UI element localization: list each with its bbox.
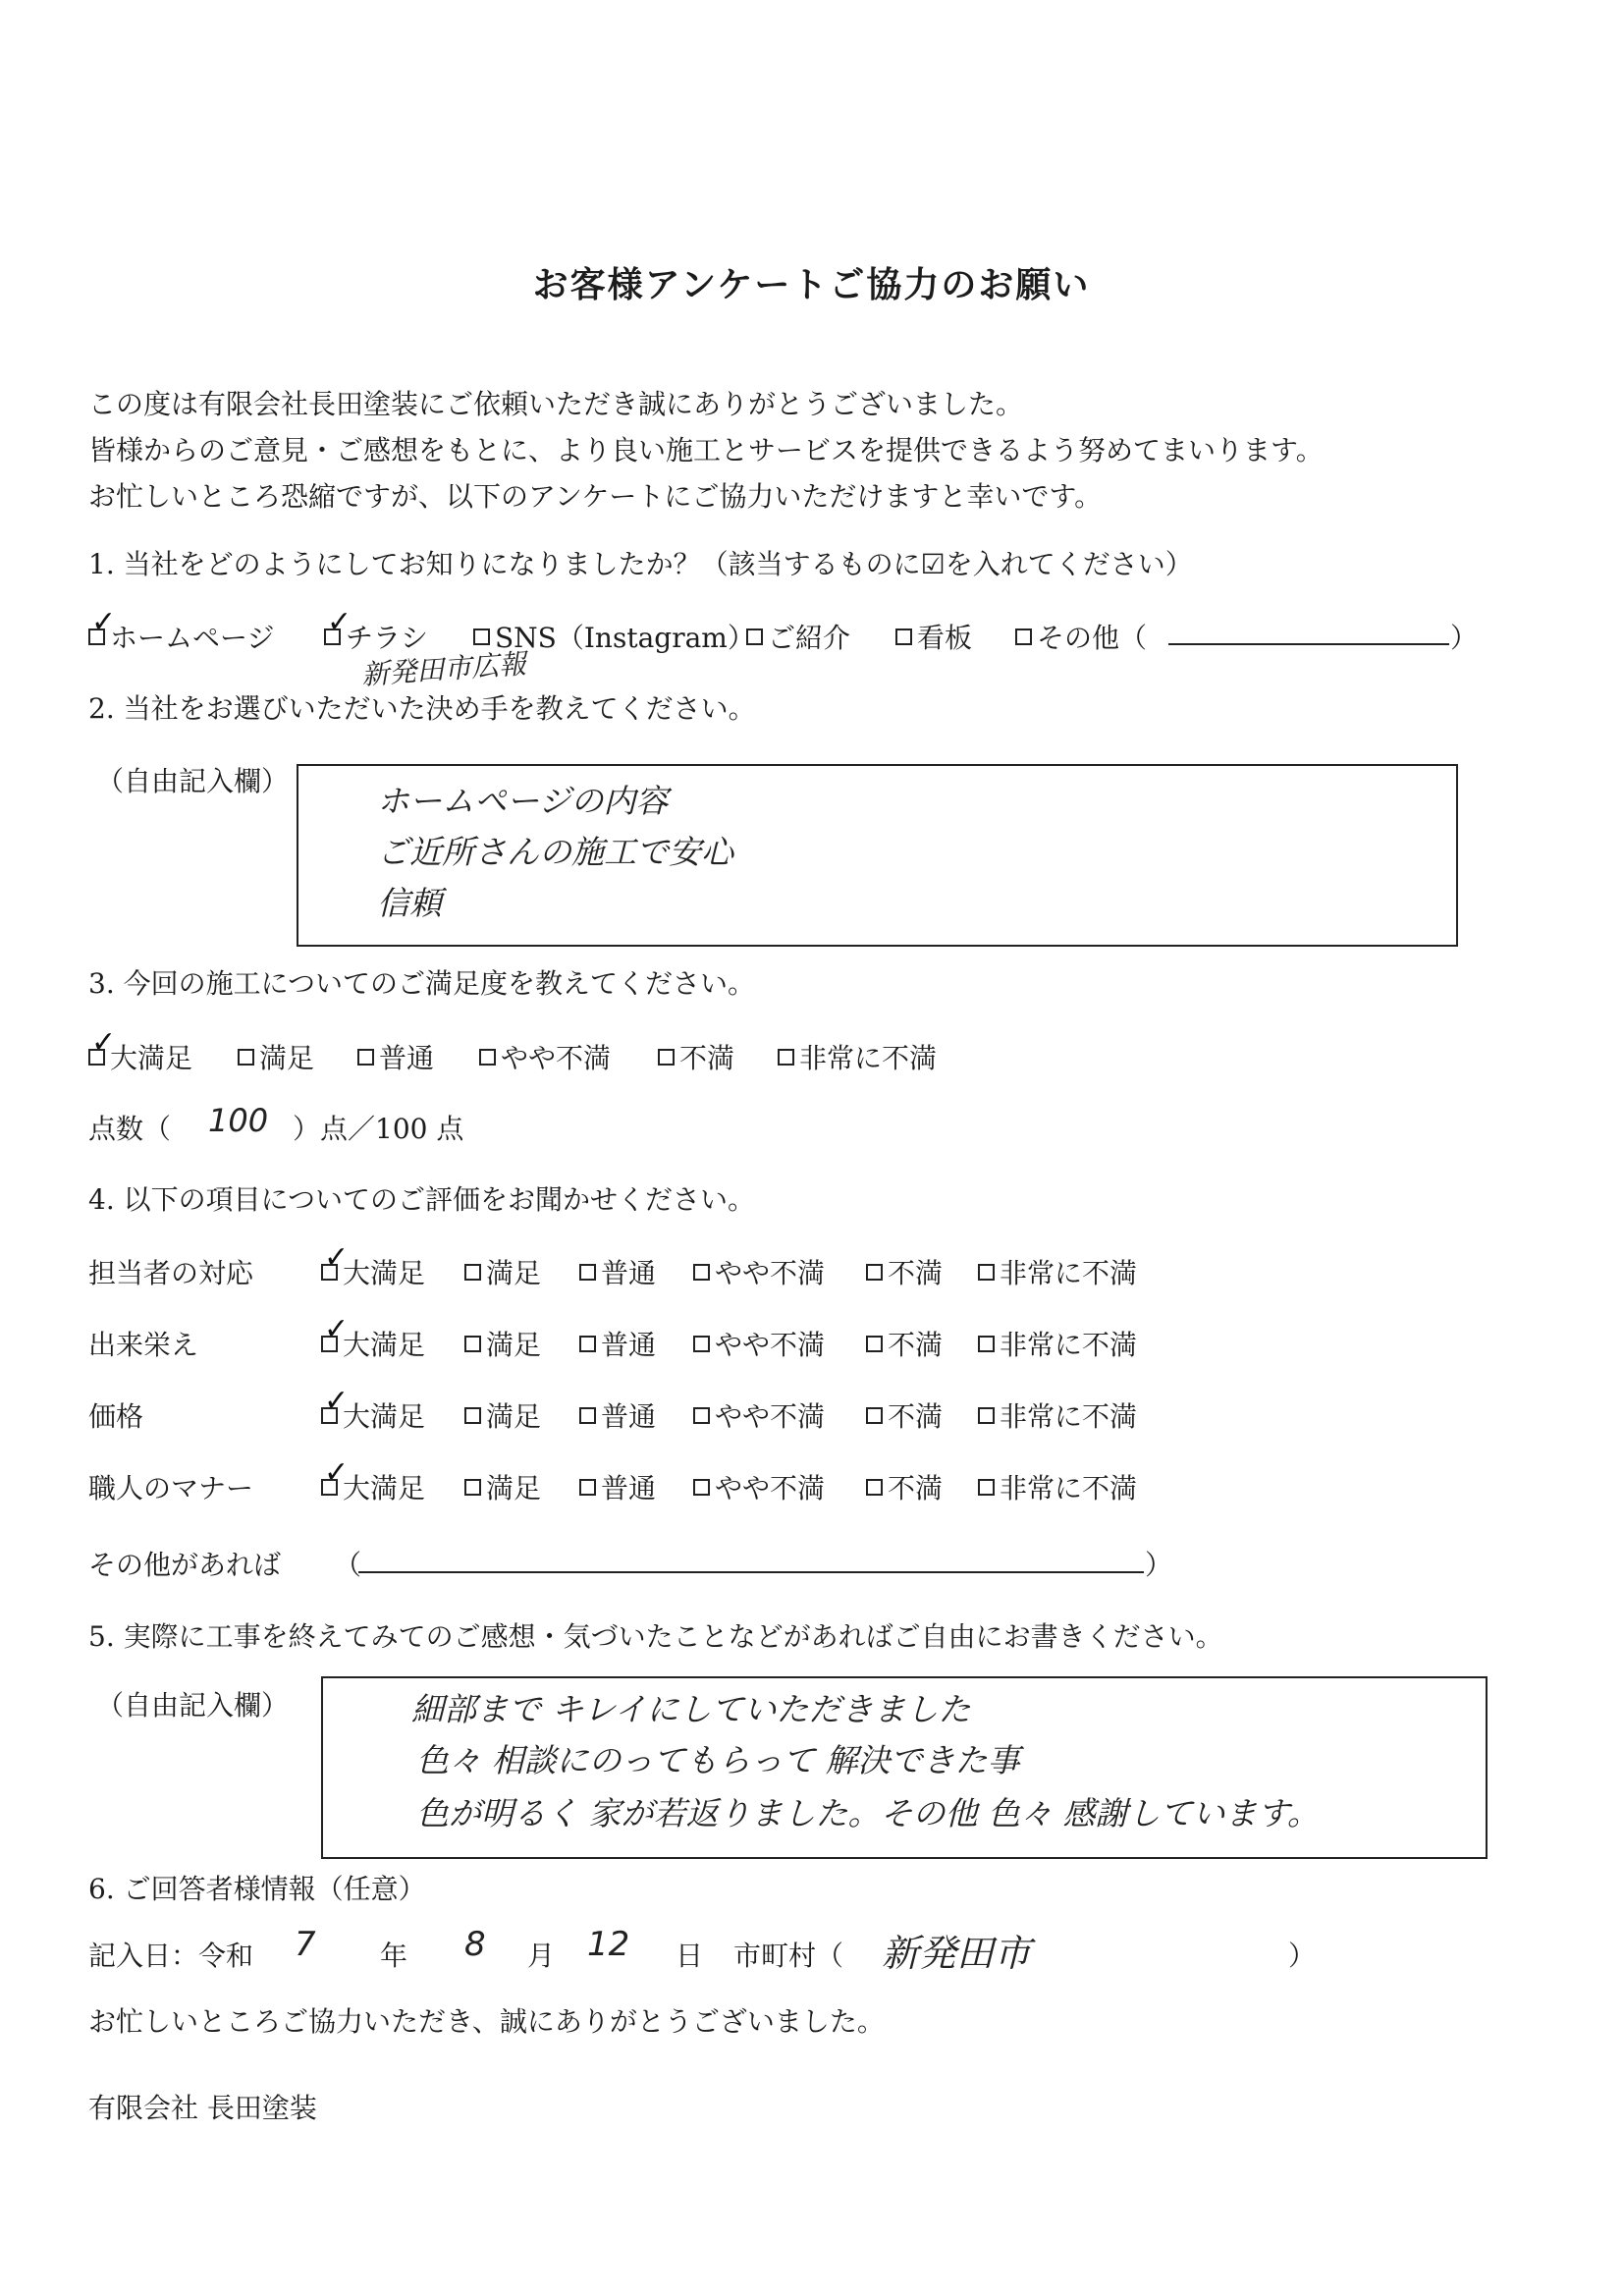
option-label: 大満足 xyxy=(110,1042,193,1074)
q3-score-suffix: ）点／100 点 xyxy=(293,1113,464,1145)
option-label: 満足 xyxy=(486,1329,542,1361)
intro-line-1: この度は有限会社長田塗装にご依頼いただき誠にありがとうございました。 xyxy=(88,388,1024,420)
option-label: やや不満 xyxy=(715,1400,826,1433)
option-label: ホームページ xyxy=(110,622,275,654)
company-name: 有限会社 長田塗装 xyxy=(88,2092,317,2124)
option-label: やや不満 xyxy=(715,1329,826,1361)
checkbox[interactable] xyxy=(464,1264,481,1281)
q4-question: 4. 以下の項目についてのご評価をお聞かせください。 xyxy=(88,1183,756,1216)
checkbox[interactable] xyxy=(238,1049,254,1066)
checkbox[interactable] xyxy=(321,1311,350,1352)
check-mark-icon: ✓ xyxy=(324,1383,350,1418)
checkbox[interactable] xyxy=(866,1479,883,1496)
option-label: 普通 xyxy=(601,1257,657,1289)
option-label: やや不満 xyxy=(715,1257,826,1289)
checkbox[interactable] xyxy=(321,1454,350,1496)
q4-option[interactable] xyxy=(693,1324,825,1363)
q3-score-value[interactable]: 100 xyxy=(208,1102,269,1139)
q3-option[interactable] xyxy=(479,1037,611,1076)
option-label: 普通 xyxy=(601,1329,657,1361)
option-label: 普通 xyxy=(601,1472,657,1504)
q4-option[interactable] xyxy=(866,1395,943,1435)
checkbox[interactable] xyxy=(978,1264,995,1281)
intro-line-3: お忙しいところ恐縮ですが、以下のアンケートにご協力いただけますと幸いです。 xyxy=(88,480,1103,513)
check-mark-icon: ✓ xyxy=(324,1454,350,1490)
q6-date-label: 記入日：令和 xyxy=(88,1940,254,1972)
option-label: 大満足 xyxy=(343,1257,426,1289)
q6-year-value[interactable]: 7 xyxy=(295,1925,316,1964)
check-mark-icon: ✓ xyxy=(327,604,352,639)
checkbox[interactable] xyxy=(978,1407,995,1424)
q4-option[interactable] xyxy=(321,1383,426,1435)
option-label: 大満足 xyxy=(343,1329,426,1361)
q3-option[interactable] xyxy=(88,1024,193,1076)
checkbox[interactable] xyxy=(693,1264,710,1281)
q3-option[interactable] xyxy=(357,1037,434,1076)
q4-option[interactable] xyxy=(321,1454,426,1506)
checkbox[interactable] xyxy=(978,1479,995,1496)
option-label: チラシ xyxy=(346,622,429,654)
checkbox[interactable] xyxy=(464,1336,481,1352)
checkbox[interactable] xyxy=(866,1336,883,1352)
q2-answer-line: 信頼 xyxy=(377,884,442,922)
checkbox[interactable] xyxy=(895,629,912,645)
checkbox[interactable] xyxy=(88,604,117,645)
q6-city-value[interactable]: 新発田市 xyxy=(882,1932,1032,1975)
check-mark-icon: ✓ xyxy=(324,1239,350,1275)
q2-answer-line: ご近所さんの施工で安心 xyxy=(377,833,733,871)
option-label: 満足 xyxy=(486,1400,542,1433)
intro-line-2: 皆様からのご意見・ご感想をもとに、より良い施工とサービスを提供できるよう努めてまいります。 xyxy=(88,434,1324,466)
q2-answer-box[interactable] xyxy=(297,764,1458,947)
option-label: 非常に不満 xyxy=(1000,1472,1138,1504)
option-label: やや不満 xyxy=(715,1472,826,1504)
page-title: お客様アンケートご協力のお願い xyxy=(532,265,1091,305)
option-label: 大満足 xyxy=(343,1472,426,1504)
q4-other-open: （ xyxy=(334,1549,362,1581)
option-label: 普通 xyxy=(379,1042,435,1074)
checkbox[interactable] xyxy=(579,1336,596,1352)
q4-row-label: 職人のマナー xyxy=(88,1472,254,1504)
checkbox[interactable] xyxy=(579,1407,596,1424)
option-label: 不満 xyxy=(888,1472,944,1504)
q4-row-label: 担当者の対応 xyxy=(88,1257,254,1289)
q4-other-label: その他があれば xyxy=(88,1549,282,1581)
checkbox[interactable] xyxy=(324,604,352,645)
q4-option[interactable] xyxy=(978,1324,1137,1363)
q4-option[interactable] xyxy=(464,1395,541,1435)
option-label: 非常に不満 xyxy=(1000,1329,1138,1361)
q6-day-value[interactable]: 12 xyxy=(587,1925,630,1964)
checkbox[interactable] xyxy=(579,1479,596,1496)
q1-option[interactable] xyxy=(895,617,972,656)
check-mark-icon: ✓ xyxy=(324,1311,350,1346)
q6-city-close: ） xyxy=(1288,1940,1317,1972)
checkbox[interactable] xyxy=(746,629,763,645)
check-mark-icon: ✓ xyxy=(91,604,117,639)
q4-option[interactable] xyxy=(978,1467,1137,1506)
q4-option[interactable] xyxy=(866,1252,943,1291)
checkbox[interactable] xyxy=(658,1049,675,1066)
q4-option[interactable] xyxy=(579,1395,656,1435)
checkbox[interactable] xyxy=(464,1407,481,1424)
q4-option[interactable] xyxy=(978,1252,1137,1291)
checkbox[interactable] xyxy=(693,1407,710,1424)
q3-option[interactable] xyxy=(238,1037,314,1076)
option-label: その他（ xyxy=(1037,622,1148,654)
q5-free-label: （自由記入欄） xyxy=(96,1689,290,1722)
q5-answer-line: 色々 相談にのってもらって 解決できた事 xyxy=(416,1741,1020,1779)
q4-option[interactable] xyxy=(579,1252,656,1291)
checkbox[interactable] xyxy=(693,1479,710,1496)
q4-option[interactable] xyxy=(579,1324,656,1363)
q4-row-label: 出来栄え xyxy=(88,1329,199,1361)
q3-option[interactable] xyxy=(658,1037,734,1076)
checkbox[interactable] xyxy=(321,1239,350,1281)
q6-day-unit: 日 xyxy=(676,1940,704,1972)
checkbox[interactable] xyxy=(579,1264,596,1281)
option-label: 不満 xyxy=(888,1257,944,1289)
option-label: 満足 xyxy=(486,1472,542,1504)
checkbox[interactable] xyxy=(357,1049,374,1066)
option-label: 非常に不満 xyxy=(1000,1400,1138,1433)
q4-option[interactable] xyxy=(693,1467,825,1506)
checkbox[interactable] xyxy=(866,1264,883,1281)
q4-option[interactable] xyxy=(321,1311,426,1363)
q4-row-label: 価格 xyxy=(88,1400,144,1433)
checkbox[interactable] xyxy=(473,629,490,645)
q5-answer-line: 細部まで キレイにしていただきました xyxy=(411,1690,971,1728)
checkbox[interactable] xyxy=(88,1024,117,1066)
checkbox[interactable] xyxy=(978,1336,995,1352)
checkbox[interactable] xyxy=(778,1049,794,1066)
closing-message: お忙しいところご協力いただき、誠にありがとうございました。 xyxy=(88,2005,885,2038)
q3-option[interactable] xyxy=(778,1037,937,1076)
q4-option[interactable] xyxy=(464,1467,541,1506)
option-label: ご紹介 xyxy=(768,622,851,654)
option-label: 満足 xyxy=(259,1042,315,1074)
q1-other-close: ） xyxy=(1450,622,1479,654)
q4-option[interactable] xyxy=(579,1467,656,1506)
q1-option[interactable] xyxy=(1015,617,1147,656)
q4-option[interactable] xyxy=(464,1252,541,1291)
q5-answer-line: 色が明るく 家が若返りました。その他 色々 感謝しています。 xyxy=(416,1794,1320,1832)
q4-option[interactable] xyxy=(464,1324,541,1363)
checkbox[interactable] xyxy=(479,1049,496,1066)
q2-free-label: （自由記入欄） xyxy=(96,765,290,797)
option-label: 非常に不満 xyxy=(1000,1257,1138,1289)
check-mark-icon: ✓ xyxy=(91,1024,117,1060)
option-label: やや不満 xyxy=(501,1042,612,1074)
option-label: 非常に不満 xyxy=(799,1042,938,1074)
q6-city-label: 市町村（ xyxy=(733,1940,844,1972)
option-label: 不満 xyxy=(679,1042,735,1074)
q1-option[interactable] xyxy=(88,604,275,656)
q1-option[interactable] xyxy=(746,617,850,656)
checkbox[interactable] xyxy=(1015,629,1032,645)
q6-month-value[interactable]: 8 xyxy=(464,1925,486,1964)
q3-score-prefix: 点数（ xyxy=(88,1113,172,1145)
option-label: SNS（Instagram） xyxy=(495,622,755,654)
q6-month-unit: 月 xyxy=(527,1940,556,1972)
q4-option[interactable] xyxy=(866,1324,943,1363)
q6-heading: 6. ご回答者様情報（任意） xyxy=(88,1873,426,1905)
q4-option[interactable] xyxy=(693,1252,825,1291)
option-label: 看板 xyxy=(917,622,973,654)
q5-question: 5. 実際に工事を終えてみてのご感想・気づいたことなどがあればご自由にお書きください。 xyxy=(88,1620,1223,1653)
option-label: 不満 xyxy=(888,1329,944,1361)
option-label: 普通 xyxy=(601,1400,657,1433)
q1-handwritten-note: 新発田市広報 xyxy=(360,647,528,691)
q4-option[interactable] xyxy=(321,1239,426,1291)
q4-other-line[interactable] xyxy=(358,1571,1144,1573)
q3-question: 3. 今回の施工についてのご満足度を教えてください。 xyxy=(88,967,756,1000)
q4-other-close: ） xyxy=(1145,1549,1173,1581)
option-label: 満足 xyxy=(486,1257,542,1289)
q1-question: 1. 当社をどのようにしてお知りになりましたか？（該当するものに☑を入れてください） xyxy=(88,548,1193,580)
q4-option[interactable] xyxy=(866,1467,943,1506)
checkbox[interactable] xyxy=(866,1407,883,1424)
q1-other-line[interactable] xyxy=(1168,643,1449,645)
q4-option[interactable] xyxy=(978,1395,1137,1435)
q6-year-unit: 年 xyxy=(380,1940,408,1972)
checkbox[interactable] xyxy=(464,1479,481,1496)
option-label: 不満 xyxy=(888,1400,944,1433)
q2-answer-line: ホームページの内容 xyxy=(377,782,669,820)
checkbox[interactable] xyxy=(693,1336,710,1352)
q5-answer-box[interactable] xyxy=(321,1676,1488,1859)
q2-question: 2. 当社をお選びいただいた決め手を教えてください。 xyxy=(88,692,756,725)
option-label: 大満足 xyxy=(343,1400,426,1433)
q4-option[interactable] xyxy=(693,1395,825,1435)
checkbox[interactable] xyxy=(321,1383,350,1424)
